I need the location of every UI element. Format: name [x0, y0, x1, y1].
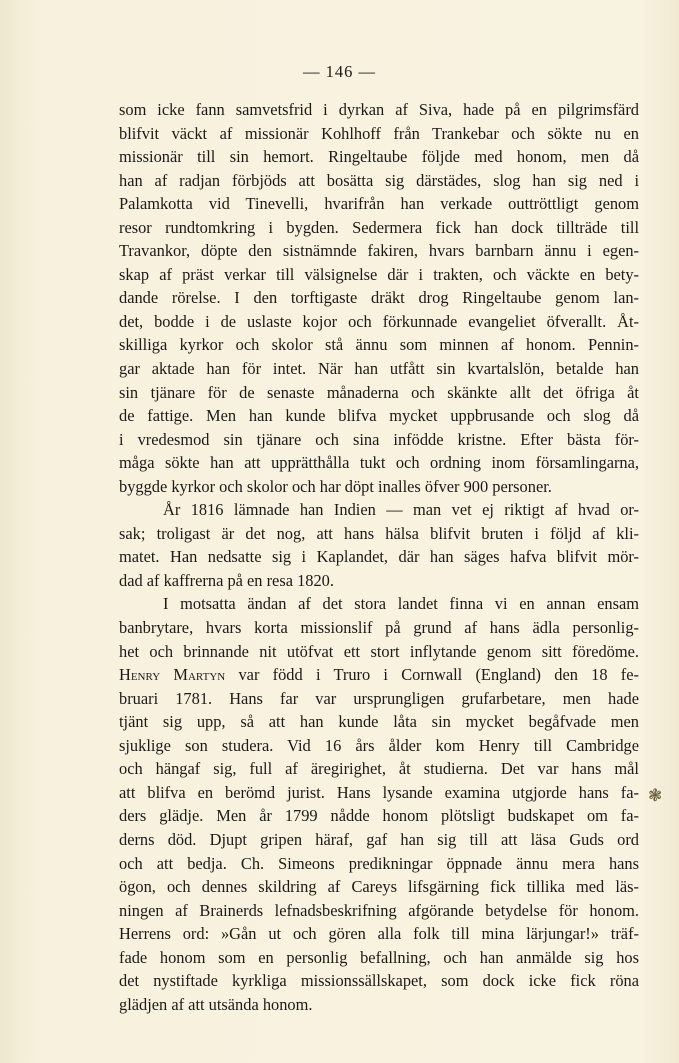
text-line: Travankor, döpte den sistnämnde fakiren, hvars barnbarn ännu i egen- [119, 241, 639, 261]
flower-ornament-icon: ❃ [648, 786, 663, 805]
text-line: matet. Han nedsatte sig i Kaplandet, där han säges hafva blifvit mör- [119, 547, 639, 567]
text-line: ögon, och dennes skildring af Careys lifsgärning fick tillika med läs- [119, 877, 639, 897]
body-text [119, 98, 639, 1016]
text-line: att blifva en berömd jurist. Hans lysande examina utgjorde hans fa- [119, 782, 639, 802]
text-line: Henry Martyn var född i Truro i Cornwall (England) den 18 fe- [119, 665, 640, 685]
text-line: dande rörelse. I den torftigaste dräkt drog Ringeltaube genom lan- [119, 288, 639, 308]
text-line: måga sökte han att upprätthålla tukt och ordning inom församlingarna, [119, 453, 639, 473]
text-line: ningen af Brainerds lefnadsbeskrifning afgörande betydelse för honom. [119, 900, 639, 920]
text-line: ders glädje. Men år 1799 nådde honom plötsligt budskapet om fa- [119, 806, 639, 826]
text-line: bruari 1781. Hans far var ursprungligen grufarbetare, men hade [119, 688, 639, 708]
text-line: Palamkotta vid Tinevelli, hvarifrån han verkade outtröttligt genom [119, 194, 639, 214]
text-line: banbrytare, hvars korta missionslif på grund af hans ädla personlig- [119, 618, 639, 638]
text-line: het och brinnande nit utöfvat ett stort inflytande genom sitt föredöme. [119, 641, 639, 661]
text-line: det nystiftade kyrkliga missionssällskapet, som dock icke fick röna [119, 971, 639, 991]
text-line: det, bodde i de uslaste kojor och förkunnade evangeliet öfverallt. Åt- [119, 311, 639, 331]
text-line: och att bedja. Ch. Simeons predikningar öppnade ännu mera hans [119, 853, 639, 873]
text-line: i vredesmod sin tjänare och sina infödde kristne. Efter bästa för- [119, 429, 639, 449]
text-line: derns död. Djupt gripen häraf, gaf han sig till att läsa Guds ord [119, 829, 639, 849]
text-line: gar aktade han för intet. När han utfått sin kvartalslön, betalde han [119, 359, 639, 379]
text-line: skilliga kyrkor och skolor stå ännu som minnen af honom. Pennin- [119, 335, 639, 355]
text-line: glädjen af att utsända honom. [119, 994, 313, 1014]
text-line: skap af präst verkar till välsignelse där i trakten, och väckte en bety- [119, 264, 639, 284]
text-line: tjänt sig upp, så att han kunde låta sin mycket begåfvade men [119, 712, 639, 732]
page-number: — 146 — [303, 62, 376, 81]
text-line: sin tjänare för de senaste månaderna och skänkte allt det öfriga åt [119, 382, 639, 402]
person-name: Henry Martyn [119, 665, 226, 685]
text-line: missionär till sin hemort. Ringeltaube följde med honom, men då [119, 147, 639, 167]
text-line: som icke fann samvetsfrid i dyrkan af Siva, hade på en pilgrimsfärd [119, 100, 639, 119]
text-line: sjuklige son studera. Vid 16 års ålder kom Henry till Cambridge [119, 735, 639, 755]
text-line: sak; troligast är det nog, att hans hälsa blifvit bruten i följd af kli- [119, 523, 639, 543]
text-line: fade honom som en personlig befallning, och han anmälde sig hos [119, 947, 639, 967]
text-line: och hängaf sig, full af äregirighet, åt studierna. Det var hans mål [119, 759, 639, 779]
text-line: dad af kaffrerna på en resa 1820. [119, 570, 334, 590]
text-line: År 1816 lämnade han Indien — man vet ej riktigt af hvad or- [163, 500, 639, 520]
text-line: byggde kyrkor och skolor och har döpt inalles öfver 900 personer. [119, 476, 552, 496]
text-line: I motsatta ändan af det stora landet finna vi en annan ensam [163, 594, 639, 614]
text-line: blifvit väckt af missionär Kohlhoff från Trankebar och sökte nu en [119, 123, 639, 143]
text-line: Herrens ord: »Gån ut och gören alla folk till mina lärjungar!» träf- [119, 924, 639, 944]
text-line: resor rundtomkring i bygden. Sedermera fick han dock tillträde till [119, 217, 639, 237]
text-line: de fattige. Men han kunde blifva mycket uppbrusande och slog då [119, 406, 639, 426]
text-line: han af radjan förbjöds att bosätta sig därstädes, slog han sig ned i [119, 170, 639, 190]
